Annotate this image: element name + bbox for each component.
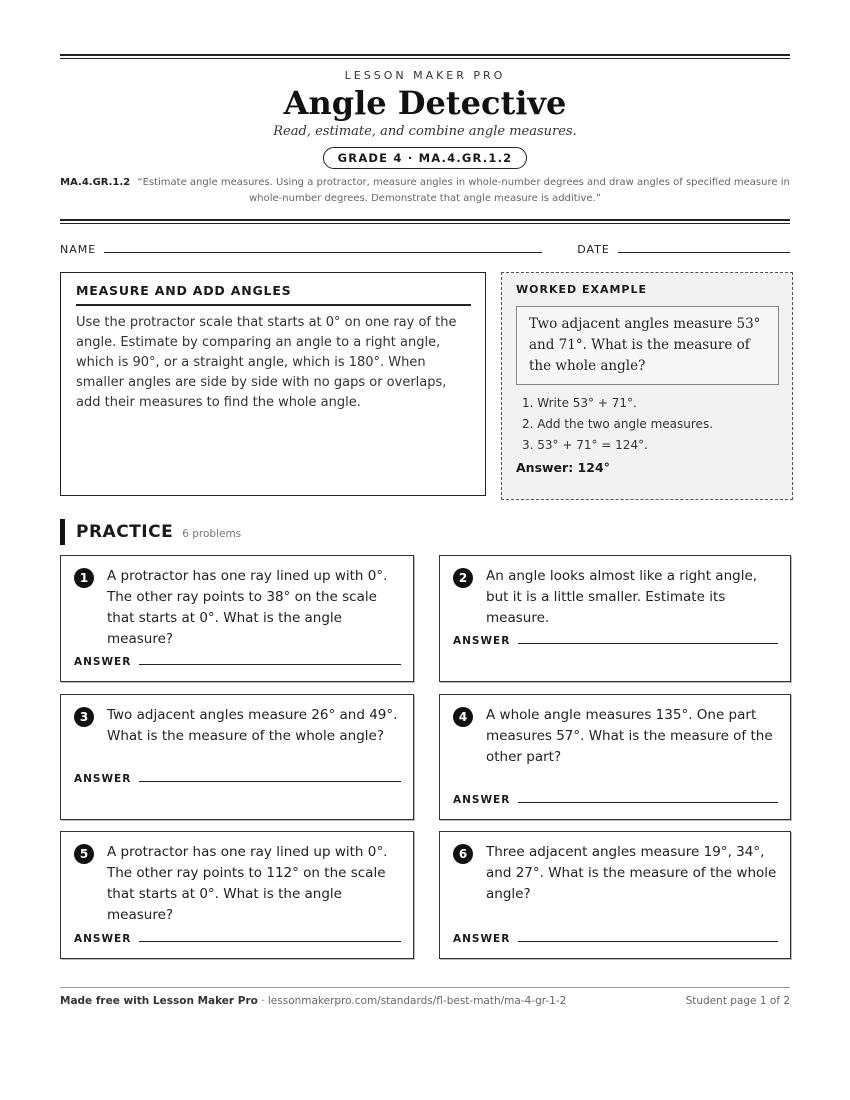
header-top-rule bbox=[60, 54, 790, 59]
name-field[interactable] bbox=[104, 252, 542, 253]
answer-field[interactable] bbox=[139, 664, 401, 665]
worked-example-answer: Answer: 124° bbox=[516, 460, 610, 475]
problem-number: 2 bbox=[453, 568, 473, 588]
problem-text: A whole angle measures 135°. One part measures 57°. What is the measure of the other part? bbox=[486, 707, 773, 765]
practice-title: PRACTICE bbox=[76, 522, 174, 542]
worked-step: 2. Add the two angle measures. bbox=[522, 417, 714, 431]
problem-card-1 bbox=[60, 555, 414, 682]
answer-field[interactable] bbox=[518, 941, 778, 942]
practice-count: 6 problems bbox=[182, 528, 242, 540]
answer-label: ANSWER bbox=[453, 933, 511, 945]
answer-field[interactable] bbox=[139, 781, 401, 782]
footer-url[interactable]: · lessonmakerpro.com/standards/fl-best-math/ma-4-gr-1-2 bbox=[257, 995, 567, 1007]
answer-label: ANSWER bbox=[74, 773, 132, 785]
practice-heading bbox=[60, 519, 790, 545]
problem-text: An angle looks almost like a right angle, but it is a little smaller. Estimate its measure. bbox=[486, 568, 758, 626]
worked-example-box bbox=[501, 272, 793, 500]
standard-text: “Estimate angle measures. Using a protractor, measure angles in whole-number degrees and draw angles of specified measure in whole-number degrees. Demonstrate that angle measure is additive.” bbox=[137, 177, 790, 204]
answer-label: ANSWER bbox=[74, 656, 132, 668]
problem-number: 4 bbox=[453, 707, 473, 727]
footer-made-with: Made free with Lesson Maker Pro bbox=[60, 995, 258, 1007]
problem-card-4 bbox=[439, 694, 791, 820]
problem-card-2 bbox=[439, 555, 791, 682]
problem-text: Two adjacent angles measure 26° and 49°. What is the measure of the whole angle? bbox=[107, 707, 398, 744]
problem-number: 3 bbox=[74, 707, 94, 727]
problem-card-3 bbox=[60, 694, 414, 820]
measure-and-add-box bbox=[60, 272, 486, 496]
answer-field[interactable] bbox=[139, 941, 401, 942]
answer-label: ANSWER bbox=[453, 635, 511, 647]
grade-badge: GRADE 4 · MA.4.GR.1.2 bbox=[323, 147, 528, 169]
measure-box-body: Use the protractor scale that starts at 0° on one ray of the angle. Estimate by comparing an angle to a right angle, which is 90°, or a straight angle, which is 180°. When smaller angles are side by side with no gaps or overlaps, add their measures to find the whole angle. bbox=[76, 315, 457, 410]
worked-example-steps bbox=[516, 393, 779, 456]
date-field[interactable] bbox=[618, 252, 790, 253]
answer-label: ANSWER bbox=[74, 933, 132, 945]
answer-field[interactable] bbox=[518, 802, 778, 803]
worksheet-page bbox=[60, 54, 790, 496]
answer-label: ANSWER bbox=[453, 794, 511, 806]
footer-credit bbox=[60, 995, 566, 1007]
worksheet-subtitle: Read, estimate, and combine angle measures. bbox=[273, 124, 577, 139]
standard-description bbox=[60, 175, 790, 207]
worked-example-title: WORKED EXAMPLE bbox=[516, 283, 647, 296]
worked-step: 1. Write 53° + 71°. bbox=[522, 396, 637, 410]
answer-field[interactable] bbox=[518, 643, 778, 644]
problem-number: 5 bbox=[74, 844, 94, 864]
worksheet-title: Angle Detective bbox=[283, 84, 567, 122]
problem-card-6 bbox=[439, 831, 791, 959]
problem-card-5 bbox=[60, 831, 414, 959]
problem-text: A protractor has one ray lined up with 0°. The other ray points to 38° on the scale that starts at 0°. What is the angle measure? bbox=[107, 568, 388, 647]
footer-page-number: Student page 1 of 2 bbox=[685, 995, 790, 1007]
name-date-row bbox=[60, 240, 790, 256]
problem-number: 1 bbox=[74, 568, 94, 588]
problem-text: A protractor has one ray lined up with 0°. The other ray points to 112° on the scale that starts at 0°. What is the angle measure? bbox=[107, 844, 388, 923]
standard-code: MA.4.GR.1.2 bbox=[60, 177, 131, 188]
worked-step: 3. 53° + 71° = 124°. bbox=[522, 438, 648, 452]
worked-example-question: Two adjacent angles measure 53° and 71°. What is the measure of the whole angle? bbox=[516, 306, 779, 385]
date-label: DATE bbox=[577, 243, 610, 256]
measure-box-title: MEASURE AND ADD ANGLES bbox=[76, 283, 471, 306]
brand-name: LESSON MAKER PRO bbox=[344, 69, 506, 82]
page-footer bbox=[60, 987, 790, 1007]
name-label: NAME bbox=[60, 243, 97, 256]
problem-text: Three adjacent angles measure 19°, 34°, and 27°. What is the measure of the whole angle? bbox=[486, 844, 777, 902]
header-bottom-rule bbox=[60, 219, 790, 224]
problem-number: 6 bbox=[453, 844, 473, 864]
